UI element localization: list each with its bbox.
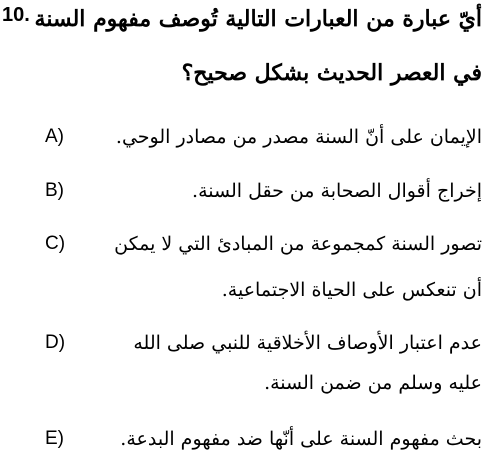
option-d-text: عدم اعتبار الأوصاف الأخلاقية للنبي صلى الله — [133, 332, 482, 354]
option-d[interactable] — [0, 330, 500, 400]
option-a-letter: A) — [45, 126, 64, 147]
option-d-continuation: عليه وسلم من ضمن السنة. — [264, 372, 482, 394]
option-d-letter: D) — [45, 332, 66, 353]
option-b-text: إخراج أقوال الصحابة من حقل السنة. — [192, 180, 482, 202]
option-c-text: تصور السنة كمجموعة من المبادئ التي لا يمكن — [114, 233, 482, 255]
option-b-letter: B) — [45, 180, 64, 201]
option-e[interactable] — [0, 426, 500, 466]
option-e-letter: E) — [45, 428, 64, 449]
option-a[interactable] — [0, 124, 500, 164]
question-text-line-2: في العصر الحديث بشكل صحيح؟ — [181, 60, 482, 86]
question-text-line-1: أيّ عبارة من العبارات التالية تُوصف مفهوم السنة — [34, 6, 482, 32]
option-c[interactable] — [0, 231, 500, 301]
option-c-letter: C) — [45, 233, 66, 254]
question-number: 10. — [2, 4, 30, 26]
option-a-text: الإيمان على أنّ السنة مصدر من مصادر الوحي. — [115, 126, 482, 148]
option-c-continuation: أن تنعكس على الحياة الاجتماعية. — [221, 279, 482, 301]
option-e-text: بحث مفهوم السنة على أنّها ضد مفهوم البدعة. — [120, 428, 482, 450]
option-b[interactable] — [0, 178, 500, 218]
